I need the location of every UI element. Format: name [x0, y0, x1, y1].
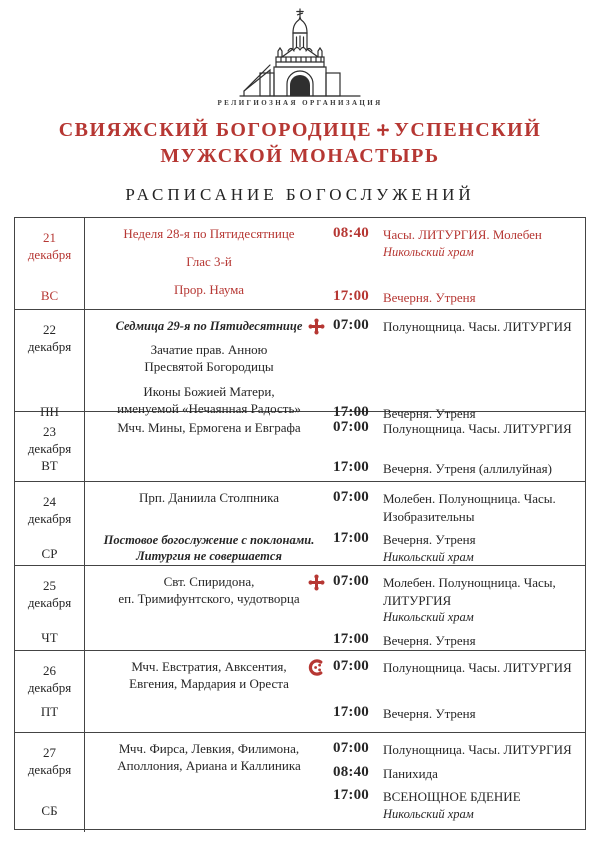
month-label: декабря: [27, 680, 72, 696]
service-time: 07:00: [333, 658, 369, 674]
service-name: Полунощница. Часы. ЛИТУРГИЯ: [383, 421, 572, 436]
feast-description: Прп. Даниила Столпника: [139, 490, 279, 505]
service-name: Вечерня. Утреня: [383, 706, 476, 722]
date-cell: [15, 412, 85, 486]
description-cell: [85, 412, 333, 486]
month-label: декабря: [27, 511, 72, 527]
schedule-row: [15, 218, 585, 310]
feast-description: Свт. Спиридона, еп. Тримифунтского, чудотворца: [118, 574, 300, 606]
service-name: Вечерня. Утреня Никольский храм: [383, 532, 476, 564]
service-time: 17:00: [333, 787, 369, 804]
logo-church-illustration: [0, 7, 600, 97]
service-entry: [333, 740, 579, 759]
feast-description: Иконы Божией Матери, именуемой «Нечаянная Радость»: [117, 384, 301, 416]
feast-description: Мчч. Мины, Ермогена и Евграфа: [117, 420, 301, 435]
description-cell: [85, 482, 333, 575]
weekday-label: СБ: [41, 803, 58, 819]
day-number: 25: [43, 578, 56, 593]
service-entry: [333, 489, 579, 525]
church-note: Никольский храм: [383, 610, 474, 625]
weekday-label: ВТ: [41, 458, 58, 474]
service-name: Молебен. Полунощница. Часы, ЛИТУРГИЯ Никольский храм: [383, 575, 556, 625]
weekday-label: ЧТ: [41, 630, 58, 646]
month-label: декабря: [27, 441, 72, 457]
title-cross-icon: [377, 117, 389, 143]
schedule-row: [15, 566, 585, 651]
date-block: [28, 493, 71, 527]
service-name: Полунощница. Часы. ЛИТУРГИЯ: [383, 319, 572, 334]
service-name: Вечерня. Утреня: [383, 290, 476, 306]
service-time: 17:00: [333, 704, 369, 721]
day-number: 26: [43, 663, 56, 678]
title-line2: МУЖСКОЙ МОНАСТЫРЬ: [160, 145, 440, 167]
service-time: 07:00: [333, 740, 369, 756]
schedule-heading: РАСПИСАНИЕ БОГОСЛУЖЕНИЙ: [125, 185, 475, 204]
services-cell: [333, 651, 585, 732]
month-label: декабря: [27, 762, 72, 778]
service-time: 17:00: [333, 530, 369, 547]
service-name: Полунощница. Часы. ЛИТУРГИЯ: [383, 742, 572, 757]
service-time: 07:00: [333, 489, 369, 505]
typikon-cross-icon: [308, 318, 325, 335]
service-time: 17:00: [333, 458, 369, 475]
description-cell: [85, 566, 333, 659]
service-name: ВСЕНОЩНОЕ БДЕНИЕ Никольский храм: [383, 789, 521, 821]
service-time: 17:00: [333, 288, 369, 305]
date-cell: [15, 651, 85, 732]
service-entry: [333, 704, 579, 723]
page-title: [0, 117, 600, 169]
service-name: Вечерня. Утреня (аллилуйная): [383, 460, 552, 476]
date-block: [28, 662, 71, 696]
service-entry: [333, 764, 579, 783]
header: [0, 0, 600, 205]
feast-description: Постовое богослужение с поклонами. Литургия не совершается: [103, 533, 315, 564]
date-block: [28, 229, 71, 263]
schedule-row: [15, 733, 585, 829]
month-label: декабря: [27, 595, 72, 611]
schedule-row: [15, 412, 585, 482]
church-note: Никольский храм: [383, 549, 474, 564]
service-entry: [333, 419, 579, 438]
date-block: [28, 321, 71, 355]
month-label: декабря: [27, 247, 72, 263]
weekday-label: ПТ: [40, 703, 59, 719]
day-number: 27: [43, 745, 56, 760]
title-part1: СВИЯЖСКИЙ БОГОРОДИЦЕ: [58, 119, 373, 141]
date-cell: [15, 566, 85, 659]
service-time: 07:00: [333, 573, 369, 589]
service-name: Часы. ЛИТУРГИЯ. Молебен Никольский храм: [383, 227, 542, 259]
org-label: РЕЛИГИОЗНАЯ ОРГАНИЗАЦИЯ: [217, 99, 383, 107]
feast-description: Глас 3-й: [186, 253, 232, 269]
date-block: [28, 577, 71, 611]
typikon-cross-icon: [308, 574, 325, 591]
service-entry: [333, 573, 579, 626]
feast-description: Зачатие прав. Анною Пресвятой Богородицы: [144, 342, 274, 375]
church-note: Никольский храм: [383, 244, 474, 259]
date-cell: [15, 733, 85, 832]
schedule-row: [15, 310, 585, 422]
day-number: 23: [43, 424, 56, 439]
weekday-label: ВС: [40, 287, 59, 303]
feast-description: Прор. Наума: [173, 281, 245, 297]
service-time: 17:00: [333, 404, 369, 421]
services-cell: [333, 482, 585, 575]
feast-description: Неделя 28-я по Пятидесятнице: [123, 226, 295, 241]
service-name: Вечерня. Утреня: [383, 632, 476, 648]
service-time: 07:00: [333, 317, 369, 333]
schedule-row: [15, 482, 585, 566]
date-cell: [15, 482, 85, 575]
service-time: 17:00: [333, 630, 369, 647]
service-name: Вечерня. Утреня: [383, 406, 476, 422]
service-time: 07:00: [333, 419, 369, 435]
service-entry: [333, 288, 579, 307]
services-cell: [333, 310, 585, 432]
description-cell: [85, 733, 333, 832]
service-time: 08:40: [333, 225, 369, 241]
date-cell: [15, 218, 85, 316]
schedule-table: [14, 217, 586, 830]
schedule-row: [15, 651, 585, 733]
title-line1: [0, 117, 600, 143]
description-cell: [85, 651, 333, 732]
services-cell: [333, 218, 585, 316]
service-name: Полунощница. Часы. ЛИТУРГИЯ: [383, 660, 572, 675]
services-cell: [333, 733, 585, 832]
service-entry: [333, 787, 579, 822]
service-name: Молебен. Полунощница. Часы. Изобразительны: [383, 491, 556, 524]
service-entry: [333, 459, 579, 478]
typikon-doxology-icon: [308, 659, 325, 676]
services-cell: [333, 566, 585, 659]
weekday-label: ПН: [40, 403, 59, 419]
description-cell: [85, 218, 333, 316]
service-name: Панихида: [383, 765, 438, 781]
date-block: [28, 423, 71, 457]
feast-description: Мчч. Евстратия, Авксентия, Евгения, Мардария и Ореста: [129, 659, 289, 691]
service-entry: [333, 658, 579, 677]
service-entry: [333, 530, 579, 565]
services-cell: [333, 412, 585, 486]
service-entry: [333, 225, 579, 260]
service-time: 08:40: [333, 763, 369, 780]
day-number: 24: [43, 494, 56, 509]
church-note: Никольский храм: [383, 806, 474, 821]
day-number: 21: [43, 230, 56, 245]
weekday-label: СР: [41, 546, 58, 562]
service-entry: [333, 631, 579, 650]
month-label: декабря: [27, 339, 72, 355]
date-block: [28, 744, 71, 778]
title-part2: УСПЕНСКИЙ: [394, 119, 542, 141]
service-entry: [333, 317, 579, 336]
day-number: 22: [43, 322, 56, 337]
feast-description: Седмица 29-я по Пятидесятнице: [115, 319, 303, 333]
feast-description: Мчч. Фирса, Левкия, Филимона, Аполлония, Ариана и Каллиника: [117, 741, 301, 773]
